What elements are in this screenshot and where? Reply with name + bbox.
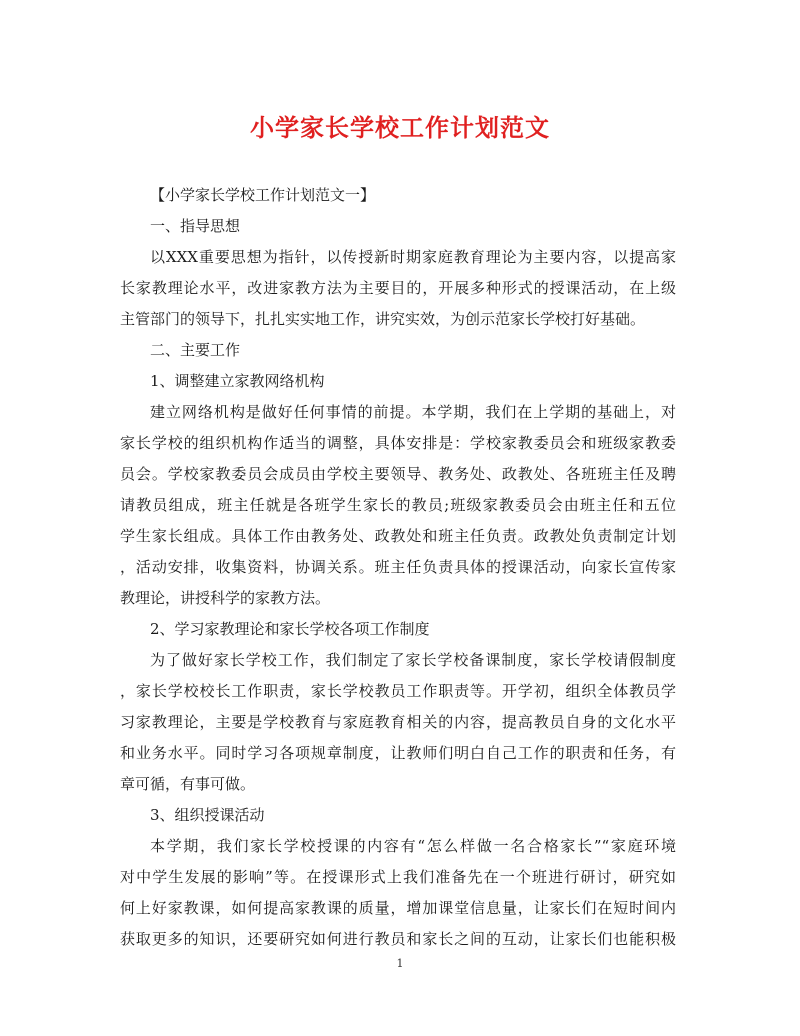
paragraph-line: 何上好家教课，如何提高家教课的质量，增加课堂信息量，让家长们在短时间内 — [120, 899, 676, 917]
paragraph-line: ，家长学校校长工作职责，家长学校教员工作职责等。开学初，组织全体教员学 — [120, 682, 676, 700]
paragraph-line: 学生家长组成。具体工作由教务处、政教处和班主任负责。政教处负责制定计划 — [120, 527, 676, 545]
paragraph-line: 请教员组成，班主任就是各班学生家长的教员;班级家教委员会由班主任和五位 — [120, 496, 676, 514]
paragraph-line: 获取更多的知识，还要研究如何进行教员和家长之间的互动，让家长们也能积极 — [120, 930, 676, 948]
paragraph-line: 家长学校的组织机构作适当的调整，具体安排是：学校家教委员会和班级家教委 — [120, 434, 676, 452]
paragraph-line: 长家教理论水平，改进家教方法为主要目的，开展多种形式的授课活动，在上级 — [120, 279, 676, 297]
paragraph-line: 为了做好家长学校工作，我们制定了家长学校备课制度，家长学校请假制度 — [150, 651, 676, 669]
paragraph-line: ，活动安排，收集资料，协调关系。班主任负责具体的授课活动，向家长宣传家 — [120, 558, 676, 576]
paragraph-line: 员会。学校家教委员会成员由学校主要领导、教务处、政教处、各班班主任及聘 — [120, 465, 676, 483]
page-number: 1 — [396, 957, 404, 970]
paragraph-line: 对中学生发展的影响”等。在授课形式上我们准备先在一个班进行研讨，研究如 — [120, 868, 676, 886]
paragraph-line: 习家教理论，主要是学校教育与家庭教育相关的内容，提高教员自身的文化水平 — [120, 713, 676, 731]
section-heading: 2、学习家教理论和家长学校各项工作制度 — [150, 620, 430, 638]
paragraph-line: 章可循，有事可做。 — [120, 775, 256, 793]
paragraph-line: 教理论，讲授科学的家教方法。 — [120, 589, 331, 607]
section-heading: 3、组织授课活动 — [150, 806, 265, 824]
paragraph-line: 和业务水平。同时学习各项规章制度，让教师们明白自己工作的职责和任务，有 — [120, 744, 676, 762]
section-heading: 一、指导思想 — [150, 217, 241, 235]
document-body — [120, 180, 676, 955]
paragraph-line: 建立网络机构是做好任何事情的前提。本学期，我们在上学期的基础上，对 — [150, 403, 676, 421]
paragraph-line: 以XXX重要思想为指针，以传授新时期家庭教育理论为主要内容，以提高家 — [150, 248, 676, 266]
section-heading: 1、调整建立家教网络机构 — [150, 372, 325, 390]
paragraph-line: 主管部门的领导下，扎扎实实地工作，讲究实效，为创示范家长学校打好基础。 — [120, 310, 646, 328]
section-heading: 【小学家长学校工作计划范文一】 — [150, 186, 376, 204]
section-heading: 二、主要工作 — [150, 341, 241, 359]
page-title: 小学家长学校工作计划范文 — [250, 113, 550, 142]
paragraph-line: 本学期，我们家长学校授课的内容有“怎么样做一名合格家长”“家庭环境 — [150, 837, 676, 855]
